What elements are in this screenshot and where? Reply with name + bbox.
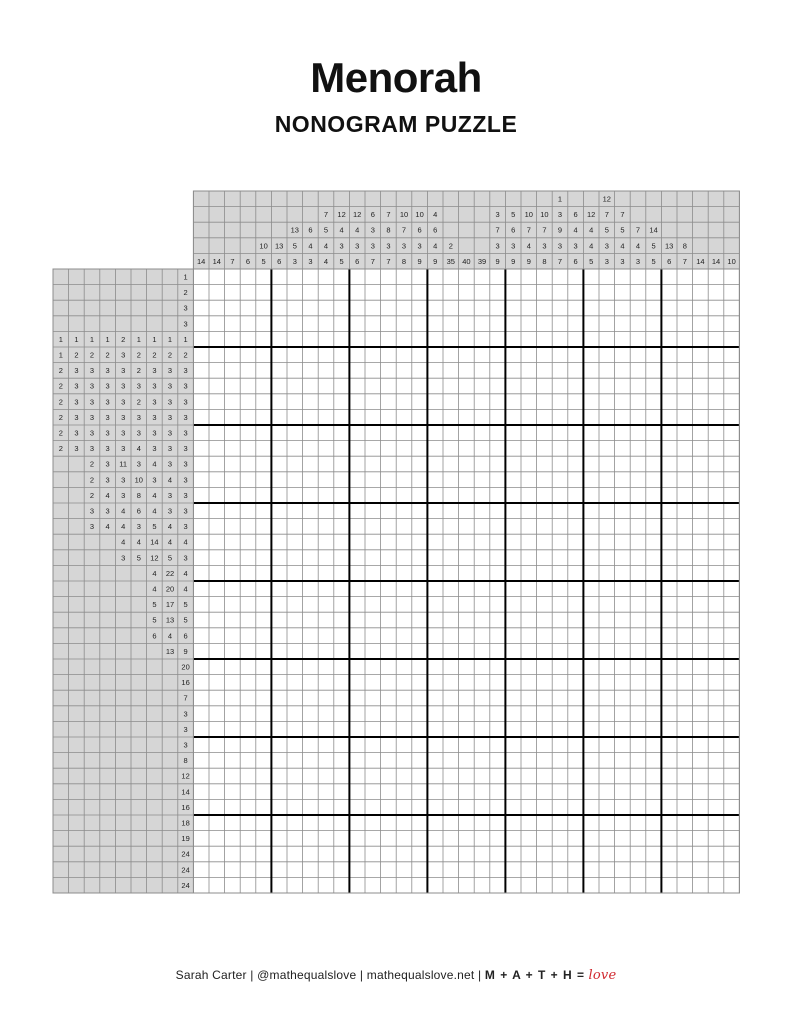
column-clue-number: 3 — [339, 241, 344, 251]
column-clue-number: 7 — [526, 225, 531, 235]
row-clue-number: 3 — [167, 412, 173, 422]
row-clue-number: 6 — [183, 631, 188, 641]
column-clue-number: 4 — [620, 241, 625, 251]
column-clue-number: 5 — [604, 225, 609, 235]
row-clue-number: 10 — [134, 475, 143, 485]
row-clue-number: 3 — [121, 366, 126, 376]
row-clue-number: 3 — [152, 366, 157, 376]
row-clue-number: 12 — [181, 771, 190, 781]
row-clue-number: 3 — [152, 428, 157, 438]
column-clue-number: 4 — [635, 241, 641, 251]
column-clue-number: 12 — [587, 210, 596, 220]
column-clue-number: 4 — [339, 225, 344, 235]
column-clue-number: 14 — [649, 225, 658, 235]
column-clue-number: 5 — [511, 210, 516, 220]
column-clue-number: 7 — [620, 210, 625, 220]
row-clue-number: 3 — [167, 459, 173, 469]
row-clue-number: 5 — [152, 522, 157, 532]
column-clue-number: 3 — [557, 210, 563, 220]
row-clue-number: 13 — [165, 646, 175, 656]
row-clue-number: 11 — [119, 459, 128, 469]
row-clue-number: 3 — [105, 397, 110, 407]
row-clue-number: 3 — [89, 444, 95, 454]
row-clue-number: 4 — [152, 568, 157, 578]
column-clue-number: 7 — [323, 210, 329, 220]
row-clue-number: 3 — [121, 428, 126, 438]
row-clue-number: 3 — [183, 412, 188, 422]
column-clue-number: 8 — [401, 256, 407, 266]
row-clue-number: 3 — [167, 366, 173, 376]
row-clue-number: 3 — [183, 303, 188, 313]
row-clue-number: 4 — [183, 537, 188, 547]
row-clue-number: 24 — [181, 880, 190, 890]
column-clue-number: 14 — [197, 256, 206, 266]
row-clue-number: 1 — [152, 334, 157, 344]
row-clue-number: 2 — [152, 350, 157, 360]
column-clue-number: 3 — [370, 225, 375, 235]
row-clue-number: 2 — [167, 350, 173, 360]
row-clue-number: 18 — [181, 818, 190, 828]
column-clue-number: 9 — [511, 256, 516, 266]
column-clue-number: 13 — [665, 241, 674, 251]
footer-handle: @mathequalslove — [257, 968, 357, 982]
row-clue-number: 20 — [165, 584, 175, 594]
row-clue-number: 3 — [121, 381, 126, 391]
row-clue-number: 2 — [121, 334, 126, 344]
row-clue-number: 3 — [105, 475, 110, 485]
row-clue-number: 4 — [152, 490, 157, 500]
row-clue-number: 2 — [136, 397, 141, 407]
column-clue-number: 3 — [573, 241, 578, 251]
row-clue-number: 3 — [121, 475, 126, 485]
row-clue-number: 1 — [105, 334, 110, 344]
row-clue-number: 3 — [183, 381, 188, 391]
column-clue-number: 5 — [323, 225, 329, 235]
column-clue-number: 5 — [261, 256, 266, 266]
row-clue-number: 3 — [183, 740, 188, 750]
row-clue-number: 20 — [181, 662, 190, 672]
row-clue-number: 5 — [167, 553, 173, 563]
row-clue-number: 12 — [150, 553, 159, 563]
column-clue-number: 12 — [602, 194, 611, 204]
row-clue-number: 3 — [152, 475, 157, 485]
row-clue-number: 3 — [105, 428, 110, 438]
row-clue-number: 22 — [165, 568, 175, 578]
column-clue-number: 14 — [212, 256, 221, 266]
row-clue-number: 4 — [136, 444, 141, 454]
footer-brand: M + A + T + H = — [484, 968, 585, 982]
row-clue-number: 3 — [136, 459, 141, 469]
column-clue-number: 7 — [230, 256, 235, 266]
column-clue-number: 4 — [355, 225, 360, 235]
row-clue-number: 3 — [105, 381, 110, 391]
column-clue-number: 12 — [353, 210, 362, 220]
column-clue-number: 3 — [308, 256, 313, 266]
column-clue-number: 4 — [589, 225, 594, 235]
row-clue-number: 3 — [152, 444, 157, 454]
column-clue-number: 9 — [526, 256, 531, 266]
column-clue-number: 13 — [290, 225, 299, 235]
row-clue-number: 3 — [183, 490, 188, 500]
row-clue-number: 1 — [136, 334, 141, 344]
row-clue-number: 5 — [183, 600, 188, 610]
row-clue-number: 1 — [89, 334, 95, 344]
row-clue-number: 3 — [183, 459, 188, 469]
row-clue-number: 9 — [183, 646, 188, 656]
row-clue-number: 3 — [89, 428, 95, 438]
row-clue-number: 2 — [136, 350, 141, 360]
row-clue-number: 3 — [121, 444, 126, 454]
row-clue-number: 3 — [183, 709, 188, 719]
column-clue-number: 10 — [399, 210, 409, 220]
column-clue-number: 7 — [386, 210, 391, 220]
column-clue-number: 3 — [386, 241, 391, 251]
row-clue-number: 2 — [58, 412, 63, 422]
row-clue-number: 2 — [183, 350, 188, 360]
column-clue-number: 7 — [542, 225, 547, 235]
footer-separator: | — [478, 968, 485, 982]
column-clue-number: 3 — [417, 241, 422, 251]
row-clue-number: 3 — [152, 381, 157, 391]
column-clue-number: 5 — [620, 225, 625, 235]
column-clue-number: 5 — [651, 256, 656, 266]
column-clue-number: 4 — [526, 241, 531, 251]
column-clue-number: 7 — [386, 256, 391, 266]
column-clue-number: 10 — [524, 210, 533, 220]
row-clue-number: 4 — [105, 490, 110, 500]
column-clue-number: 3 — [542, 241, 547, 251]
footer-separator: | — [250, 968, 258, 982]
row-clue-number: 3 — [105, 444, 110, 454]
row-clue-number: 3 — [74, 428, 79, 438]
row-clue-number: 3 — [152, 412, 157, 422]
row-clue-number: 3 — [183, 506, 188, 516]
row-clue-number: 4 — [152, 459, 157, 469]
row-clue-number: 19 — [181, 834, 190, 844]
row-clue-number: 2 — [89, 490, 95, 500]
row-clue-number: 4 — [167, 537, 173, 547]
column-clue-number: 7 — [604, 210, 609, 220]
column-clue-number: 3 — [557, 241, 563, 251]
row-clue-number: 4 — [105, 522, 110, 532]
column-clue-number: 8 — [386, 225, 391, 235]
column-clue-number: 6 — [355, 256, 360, 266]
row-clue-number: 3 — [89, 412, 95, 422]
footer-love-logo: love — [588, 968, 617, 983]
row-clue-number: 24 — [181, 849, 190, 859]
row-clue-number: 4 — [152, 506, 157, 516]
column-clue-number: 3 — [511, 241, 516, 251]
row-clue-number: 2 — [58, 444, 63, 454]
row-clue-number: 4 — [121, 506, 126, 516]
row-clue-number: 3 — [105, 412, 110, 422]
column-clue-number: 12 — [337, 210, 346, 220]
column-clue-number: 6 — [308, 225, 313, 235]
column-clue-number: 7 — [682, 256, 687, 266]
row-clue-number: 3 — [74, 444, 79, 454]
row-clue-number: 3 — [183, 724, 188, 734]
page-subtitle: NONOGRAM PUZZLE — [274, 111, 518, 137]
row-clue-number: 4 — [121, 537, 126, 547]
row-clue-number: 4 — [121, 522, 126, 532]
column-clue-number: 4 — [573, 225, 578, 235]
column-clue-number: 6 — [667, 256, 672, 266]
column-clue-number: 3 — [620, 256, 625, 266]
column-clue-number: 6 — [573, 210, 578, 220]
column-clue-number: 6 — [511, 225, 516, 235]
column-clue-number: 5 — [589, 256, 594, 266]
row-clue-number: 3 — [121, 553, 126, 563]
row-clue-number: 6 — [136, 506, 141, 516]
column-clue-number: 3 — [495, 241, 500, 251]
column-clue-number: 7 — [495, 225, 500, 235]
column-clue-number: 5 — [651, 241, 656, 251]
column-clue-number: 4 — [589, 241, 594, 251]
column-clue-number: 3 — [292, 256, 297, 266]
column-clue-number: 9 — [417, 256, 422, 266]
column-clue-number: 6 — [370, 210, 375, 220]
row-clue-number: 2 — [183, 288, 188, 298]
row-clue-number: 1 — [74, 334, 79, 344]
row-clue-number: 3 — [74, 397, 79, 407]
row-clue-number: 2 — [89, 475, 95, 485]
row-clue-number: 4 — [167, 522, 173, 532]
row-clue-number: 5 — [152, 600, 157, 610]
row-clue-number: 3 — [74, 366, 79, 376]
row-clue-number: 2 — [58, 366, 63, 376]
row-clue-number: 13 — [165, 615, 175, 625]
row-clue-number: 4 — [167, 475, 173, 485]
row-clue-number: 6 — [152, 631, 157, 641]
row-clue-number: 1 — [183, 272, 188, 282]
footer-author: Sarah Carter — [175, 968, 247, 982]
row-clue-number: 4 — [167, 631, 173, 641]
column-clue-number: 35 — [446, 256, 455, 266]
row-clue-number: 3 — [89, 397, 95, 407]
column-clue-number: 8 — [542, 256, 547, 266]
row-clue-number: 3 — [89, 506, 95, 516]
row-clue-number: 2 — [105, 350, 110, 360]
row-clue-number: 3 — [167, 428, 173, 438]
row-clue-number: 3 — [183, 553, 188, 563]
row-clue-number: 3 — [167, 490, 173, 500]
row-clue-number: 3 — [136, 428, 141, 438]
row-clue-number: 8 — [136, 490, 141, 500]
column-clue-number: 3 — [604, 241, 609, 251]
row-clue-number: 17 — [165, 600, 175, 610]
column-clue-number: 2 — [448, 241, 453, 251]
row-clue-number: 3 — [136, 381, 141, 391]
column-clue-number: 7 — [370, 256, 375, 266]
row-clue-number: 3 — [183, 319, 188, 329]
row-clue-number: 3 — [183, 475, 188, 485]
column-clue-number: 10 — [415, 210, 424, 220]
row-clue-number: 3 — [74, 412, 79, 422]
row-clue-number: 4 — [183, 584, 188, 594]
nonogram-puzzle[interactable] — [53, 191, 740, 891]
row-clue-number: 4 — [136, 537, 141, 547]
column-clue-number: 3 — [370, 241, 375, 251]
column-clue-number: 6 — [573, 256, 578, 266]
column-clue-number: 10 — [259, 241, 268, 251]
row-clue-number: 3 — [152, 397, 157, 407]
row-clue-number: 4 — [183, 568, 188, 578]
row-clue-number: 24 — [181, 865, 190, 875]
row-clue-number: 3 — [183, 366, 188, 376]
row-clue-number: 2 — [74, 350, 79, 360]
row-clue-number: 3 — [105, 366, 110, 376]
column-clue-number: 4 — [323, 256, 329, 266]
column-clue-number: 40 — [462, 256, 471, 266]
column-clue-number: 8 — [682, 241, 687, 251]
row-clue-number: 14 — [150, 537, 159, 547]
row-clue-number: 16 — [181, 802, 190, 812]
row-clue-number: 3 — [105, 459, 110, 469]
column-clue-number: 10 — [540, 210, 549, 220]
column-clue-number: 6 — [417, 225, 422, 235]
column-clue-number: 4 — [433, 241, 438, 251]
column-clue-number: 39 — [477, 256, 487, 266]
row-clue-number: 1 — [167, 334, 173, 344]
column-clue-number: 6 — [433, 225, 438, 235]
row-clue-number: 3 — [121, 412, 126, 422]
row-clue-number: 3 — [136, 412, 141, 422]
column-clue-number: 7 — [557, 256, 563, 266]
row-clue-number: 5 — [136, 553, 141, 563]
row-clue-number: 3 — [167, 397, 173, 407]
row-clue-number: 3 — [121, 490, 126, 500]
row-clue-number: 2 — [89, 459, 95, 469]
column-clue-number: 6 — [245, 256, 251, 266]
column-clue-number: 5 — [339, 256, 344, 266]
row-clue-number: 8 — [183, 756, 188, 766]
row-clue-number: 3 — [89, 381, 95, 391]
column-clue-number: 3 — [635, 256, 641, 266]
row-clue-number: 3 — [167, 506, 173, 516]
row-clue-number: 3 — [183, 522, 188, 532]
row-clue-number: 3 — [167, 381, 173, 391]
page-title: Menorah — [310, 54, 482, 101]
row-clue-number: 2 — [58, 381, 63, 391]
column-clue-number: 3 — [495, 210, 500, 220]
row-clue-number: 3 — [74, 381, 79, 391]
row-clue-number: 1 — [58, 334, 63, 344]
column-clue-number: 14 — [711, 256, 721, 266]
column-clue-number: 3 — [355, 241, 360, 251]
column-clue-number: 6 — [277, 256, 282, 266]
row-clue-number: 3 — [121, 397, 126, 407]
row-clue-number: 7 — [183, 693, 188, 703]
row-clue-number: 1 — [183, 334, 188, 344]
row-clue-number: 3 — [136, 522, 141, 532]
row-clue-number: 3 — [183, 397, 188, 407]
row-clue-number: 3 — [105, 506, 110, 516]
column-clue-number: 4 — [323, 241, 329, 251]
column-clue-number: 1 — [557, 194, 563, 204]
row-clue-number: 2 — [89, 350, 95, 360]
row-clue-number: 2 — [136, 366, 141, 376]
row-clue-number: 2 — [58, 428, 63, 438]
column-clue-number: 5 — [292, 241, 297, 251]
column-clue-number: 13 — [275, 241, 284, 251]
footer-site: mathequalslove.net — [366, 968, 475, 982]
column-clue-number: 7 — [401, 225, 407, 235]
row-clue-number: 3 — [89, 522, 95, 532]
column-clue-number: 9 — [557, 225, 563, 235]
grid-border — [193, 191, 739, 893]
row-clue-number: 3 — [167, 444, 173, 454]
column-clue-number: 4 — [308, 241, 313, 251]
row-clue-number: 4 — [152, 584, 157, 594]
column-clue-number: 7 — [635, 225, 641, 235]
row-clue-number: 5 — [152, 615, 157, 625]
column-clue-number: 3 — [604, 256, 609, 266]
row-clue-number: 3 — [183, 444, 188, 454]
column-clue-number: 9 — [433, 256, 438, 266]
row-clue-number: 5 — [183, 615, 188, 625]
row-clue-number: 3 — [183, 428, 188, 438]
column-clue-number: 14 — [696, 256, 705, 266]
column-clue-number: 10 — [727, 256, 736, 266]
column-clue-number: 4 — [433, 210, 438, 220]
footer-separator: | — [359, 968, 367, 982]
row-clue-number: 16 — [181, 678, 190, 688]
row-clue-number: 14 — [181, 787, 190, 797]
column-clue-number: 9 — [495, 256, 500, 266]
row-clue-number: 2 — [58, 397, 63, 407]
footer — [0, 968, 792, 983]
row-clue-number: 3 — [121, 350, 126, 360]
row-clue-number: 3 — [89, 366, 95, 376]
row-clue-number: 1 — [58, 350, 63, 360]
column-clue-number: 3 — [401, 241, 407, 251]
